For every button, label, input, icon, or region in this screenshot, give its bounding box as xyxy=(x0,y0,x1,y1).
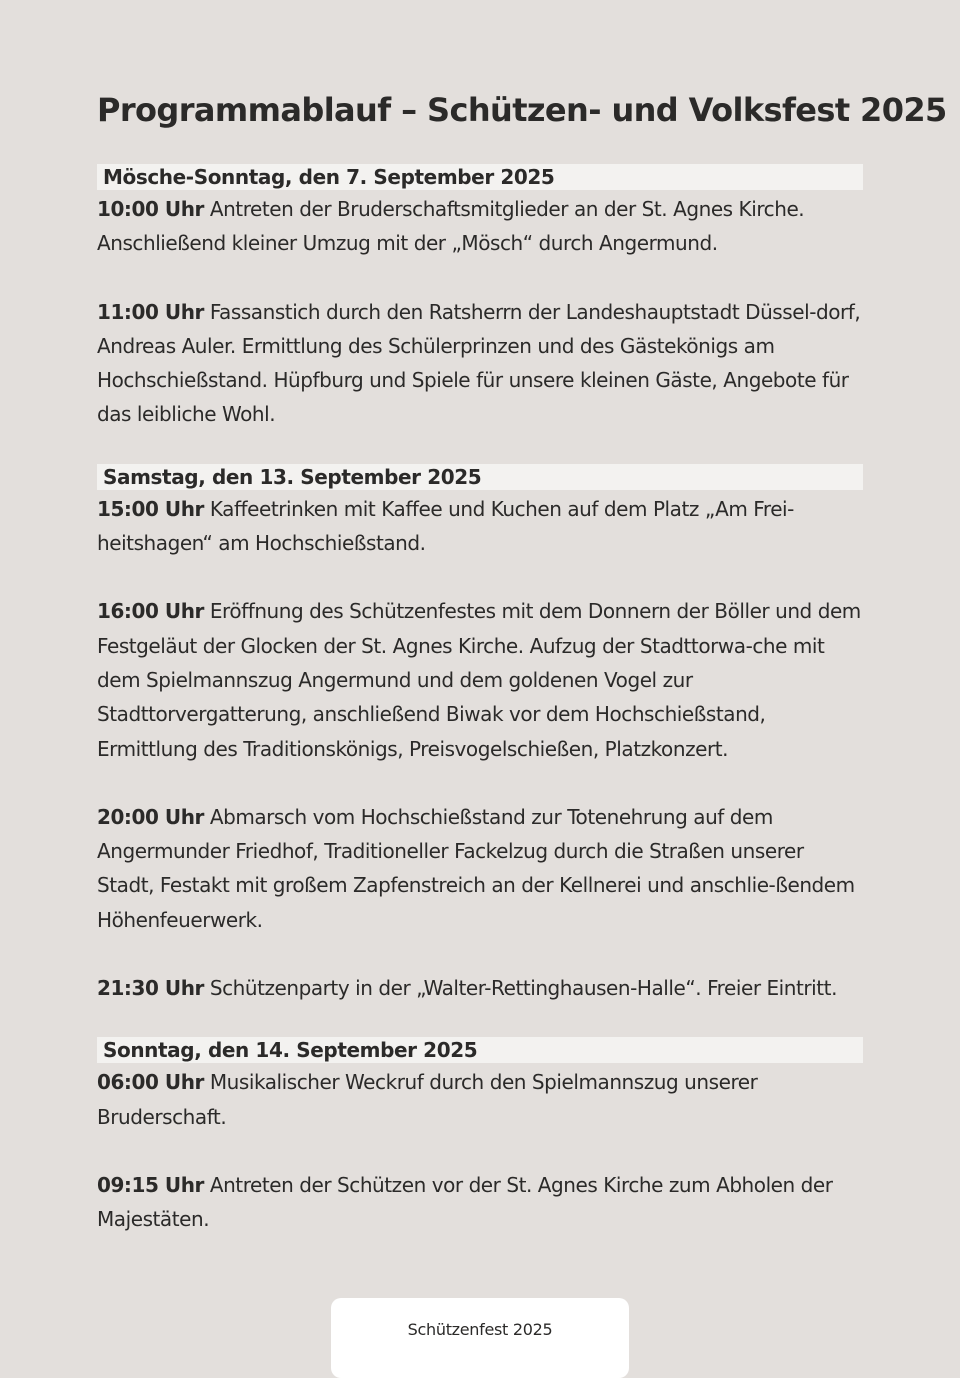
program-schedule xyxy=(97,164,863,1237)
page-title: Programmablauf – Schützen- und Volksfest 2025 xyxy=(97,91,947,129)
day-header: Samstag, den 13. September 2025 xyxy=(97,464,863,490)
entry-time: 11:00 Uhr xyxy=(97,299,204,324)
entry-time: 21:30 Uhr xyxy=(97,976,204,1001)
entry-time: 06:00 Uhr xyxy=(97,1070,204,1095)
entry-text: Schützenparty in der „Walter-Rettinghausen-Halle“. Freier Eintritt. xyxy=(209,976,837,1001)
day-header: Sonntag, den 14. September 2025 xyxy=(97,1037,863,1063)
program-entry xyxy=(97,293,863,432)
day-section-moesche-sonntag xyxy=(97,164,863,464)
entry-text: Antreten der Bruderschaftsmitglieder an der St. Agnes Kirche. Anschließend kleiner Umzug mit der „Mösch“ durch Angermund. xyxy=(97,197,805,256)
program-entry xyxy=(97,969,863,1005)
day-header: Mösche-Sonntag, den 7. September 2025 xyxy=(97,164,863,190)
entry-time: 09:15 Uhr xyxy=(97,1172,204,1197)
program-entry xyxy=(97,1166,863,1237)
program-entry xyxy=(97,490,863,561)
program-entry xyxy=(97,798,863,937)
entry-text: Kaffeetrinken mit Kaffee und Kuchen auf dem Platz „Am Frei-heitshagen“ am Hochschießstand. xyxy=(97,496,794,556)
entry-text: Fassanstich durch den Ratsherrn der Landeshauptstadt Düssel-dorf, Andreas Auler. Ermittlung des Schülerprinzen und des Gästekönigs am Hochschießstand. Hüpfburg und Spiele für unsere kleinen Gäste, Angebote für das leibliche Wohl. xyxy=(97,299,861,427)
entry-time: 15:00 Uhr xyxy=(97,496,204,521)
entry-text: Antreten der Schützen vor der St. Agnes Kirche zum Abholen der Majestäten. xyxy=(97,1172,833,1232)
entry-time: 16:00 Uhr xyxy=(97,599,204,624)
program-entry xyxy=(97,190,863,261)
program-entry xyxy=(97,592,863,765)
entry-time: 20:00 Uhr xyxy=(97,804,204,829)
entry-text: Abmarsch vom Hochschießstand zur Totenehrung auf dem Angermunder Friedhof, Traditioneller Fackelzug durch die Straßen unserer Stadt, Festakt mit großem Zapfenstreich an der Kellnerei und anschlie-ßendem Höhenfeuerwerk. xyxy=(97,804,855,932)
entry-text: Musikalischer Weckruf durch den Spielmannszug unserer Bruderschaft. xyxy=(97,1070,758,1129)
day-section-sonntag xyxy=(97,1037,863,1236)
entry-time: 10:00 Uhr xyxy=(97,197,204,221)
footer-tab xyxy=(331,1298,629,1378)
footer-label: Schützenfest 2025 xyxy=(407,1320,553,1339)
program-entry xyxy=(97,1063,863,1134)
day-section-samstag xyxy=(97,464,863,1038)
entry-text: Eröffnung des Schützenfestes mit dem Donnern der Böller und dem Festgeläut der Glocken der St. Agnes Kirche. Aufzug der Stadttorwa-che mit dem Spielmannszug Angermund und dem goldenen Vogel zur Stadttorvergatterung, anschließend Biwak vor dem Hochschießstand, Ermittlung des Traditionskönigs, Preisvogelschießen, Platzkonzert. xyxy=(97,599,861,761)
